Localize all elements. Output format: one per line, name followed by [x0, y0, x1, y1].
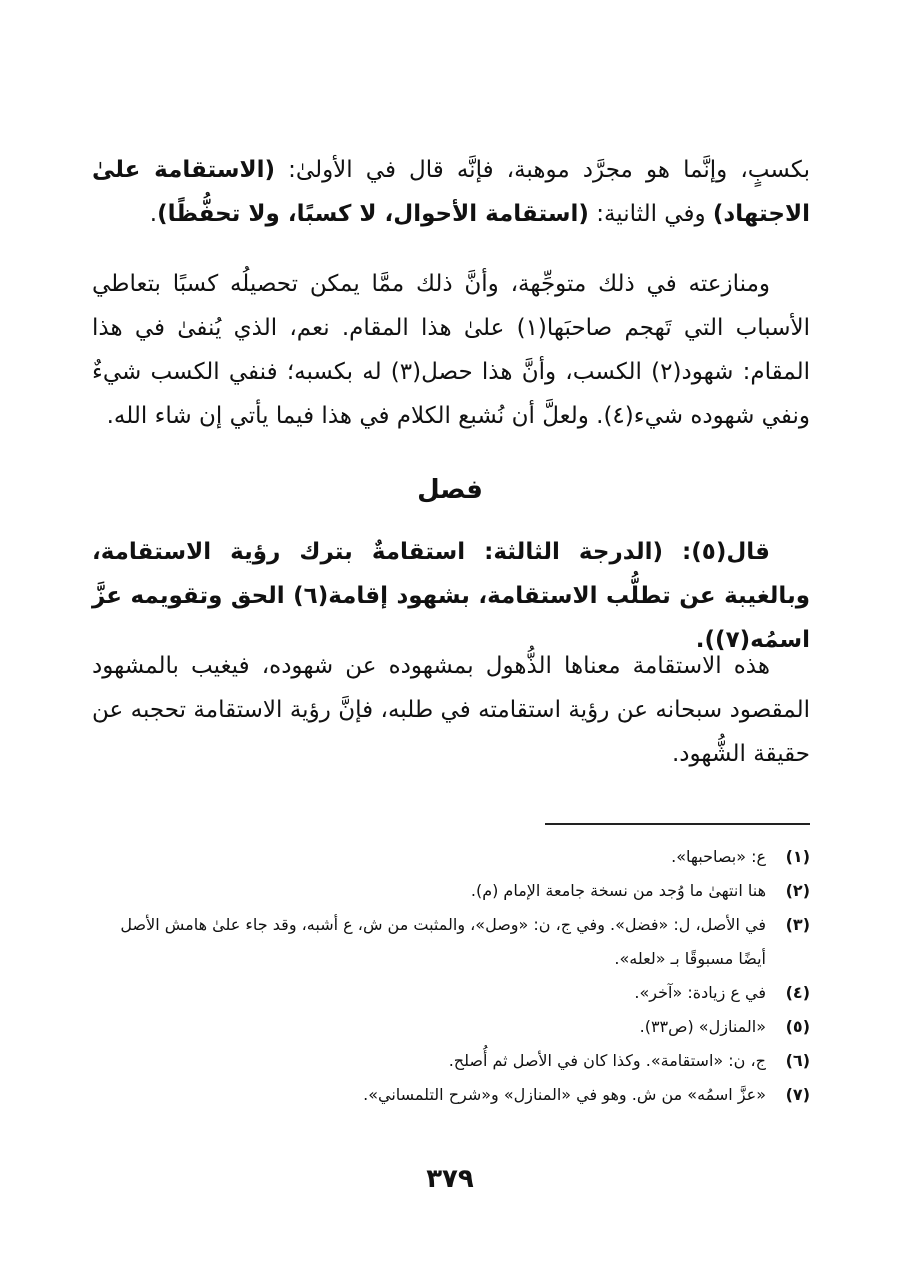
footnote-number: (٦): [785, 1051, 810, 1070]
footnote-number: (٣): [785, 915, 810, 934]
footnote-number: (٥): [785, 1017, 810, 1036]
paragraph-2: ومنازعته في ذلك متوجِّهة، وأنَّ ذلك ممَّا يمكن تحصيلُه كسبًا بتعاطي الأسباب التي تَهجم صاحبَها(١) علىٰ هذا المقام. نعم، الذي يُنفىٰ في هذا المقام: شهود(٢) الكسب، وأنَّ هذا حصل(٣) له بكسبه؛ فنفي الكسب شيءٌ ونفي شهوده شيء(٤). ولعلَّ أن نُشبع الكلام في هذا فيما يأتي إن شاء الله.: [92, 271, 810, 429]
footnote-item: [110, 1010, 810, 1044]
paragraph-1-end: .: [149, 201, 158, 227]
paragraph-1-quote-1: (الاستقامة علىٰ الاجتهاد): [92, 157, 810, 227]
footnote-text: هنا انتهىٰ ما وُجد من نسخة جامعة الإمام (م).: [470, 881, 766, 900]
footnote-text: ج، ن: «استقامة». وكذا كان في الأصل ثم أُصلح.: [448, 1051, 766, 1070]
footnote-item: [110, 908, 810, 976]
footnote-text: في الأصل، ل: «فضل». وفي ج، ن: «وصل»، والمثبت من ش، ع أشبه، وقد جاء علىٰ هامش الأصل أيضًا مسبوقًا بـ «لعله».: [120, 915, 766, 968]
paragraph-1-quote-2: (استقامة الأحوال، لا كسبًا، ولا تحفُّظًا): [157, 201, 589, 227]
paragraph-3-quote: قال(٥): (الدرجة الثالثة: استقامةٌ بترك رؤية الاستقامة، وبالغيبة عن تطلُّب الاستقامة، بشهود إقامة(٦) الحق وتقويمه عزَّ اسمُه(٧)).: [92, 539, 811, 653]
footnote-item: [110, 976, 810, 1010]
footnote-text: «المنازل» (ص٣٣).: [639, 1017, 766, 1036]
footnote-number: (٤): [785, 983, 810, 1002]
footnote-item: [110, 1044, 810, 1078]
footnotes-list: [110, 840, 810, 1112]
footnote-item: [110, 840, 810, 874]
footnote-text: في ع زيادة: «آخر».: [634, 983, 766, 1002]
footnote-text: «عزَّ اسمُه» من ش. وهو في «المنازل» و«شرح التلمساني».: [363, 1085, 766, 1104]
paragraph-1-text: بكسبٍ، وإنَّما هو مجرَّد موهبة، فإنَّه قال في الأولىٰ:: [275, 157, 810, 183]
paragraph-1: [92, 148, 810, 236]
footnote-number: (٢): [785, 881, 810, 900]
footnote-text: ع: «بصاحبها».: [671, 847, 766, 866]
paragraph-1-text-2: وفي الثانية:: [588, 201, 713, 227]
page-number: ٣٧٩: [426, 1164, 474, 1194]
paragraph-4: هذه الاستقامة معناها الذُّهول بمشهوده عن شهوده، فيغيب بالمشهود المقصود سبحانه عن رؤية استقامته في طلبه، فإنَّ رؤية الاستقامة تحجبه عن حقيقة الشُّهود.: [92, 653, 810, 767]
footnote-item: [110, 1078, 810, 1112]
footnote-number: (١): [785, 847, 810, 866]
footnote-number: (٧): [785, 1085, 810, 1104]
footnote-item: [110, 874, 810, 908]
section-heading: فصل: [417, 475, 483, 505]
footnote-separator: [545, 823, 810, 825]
